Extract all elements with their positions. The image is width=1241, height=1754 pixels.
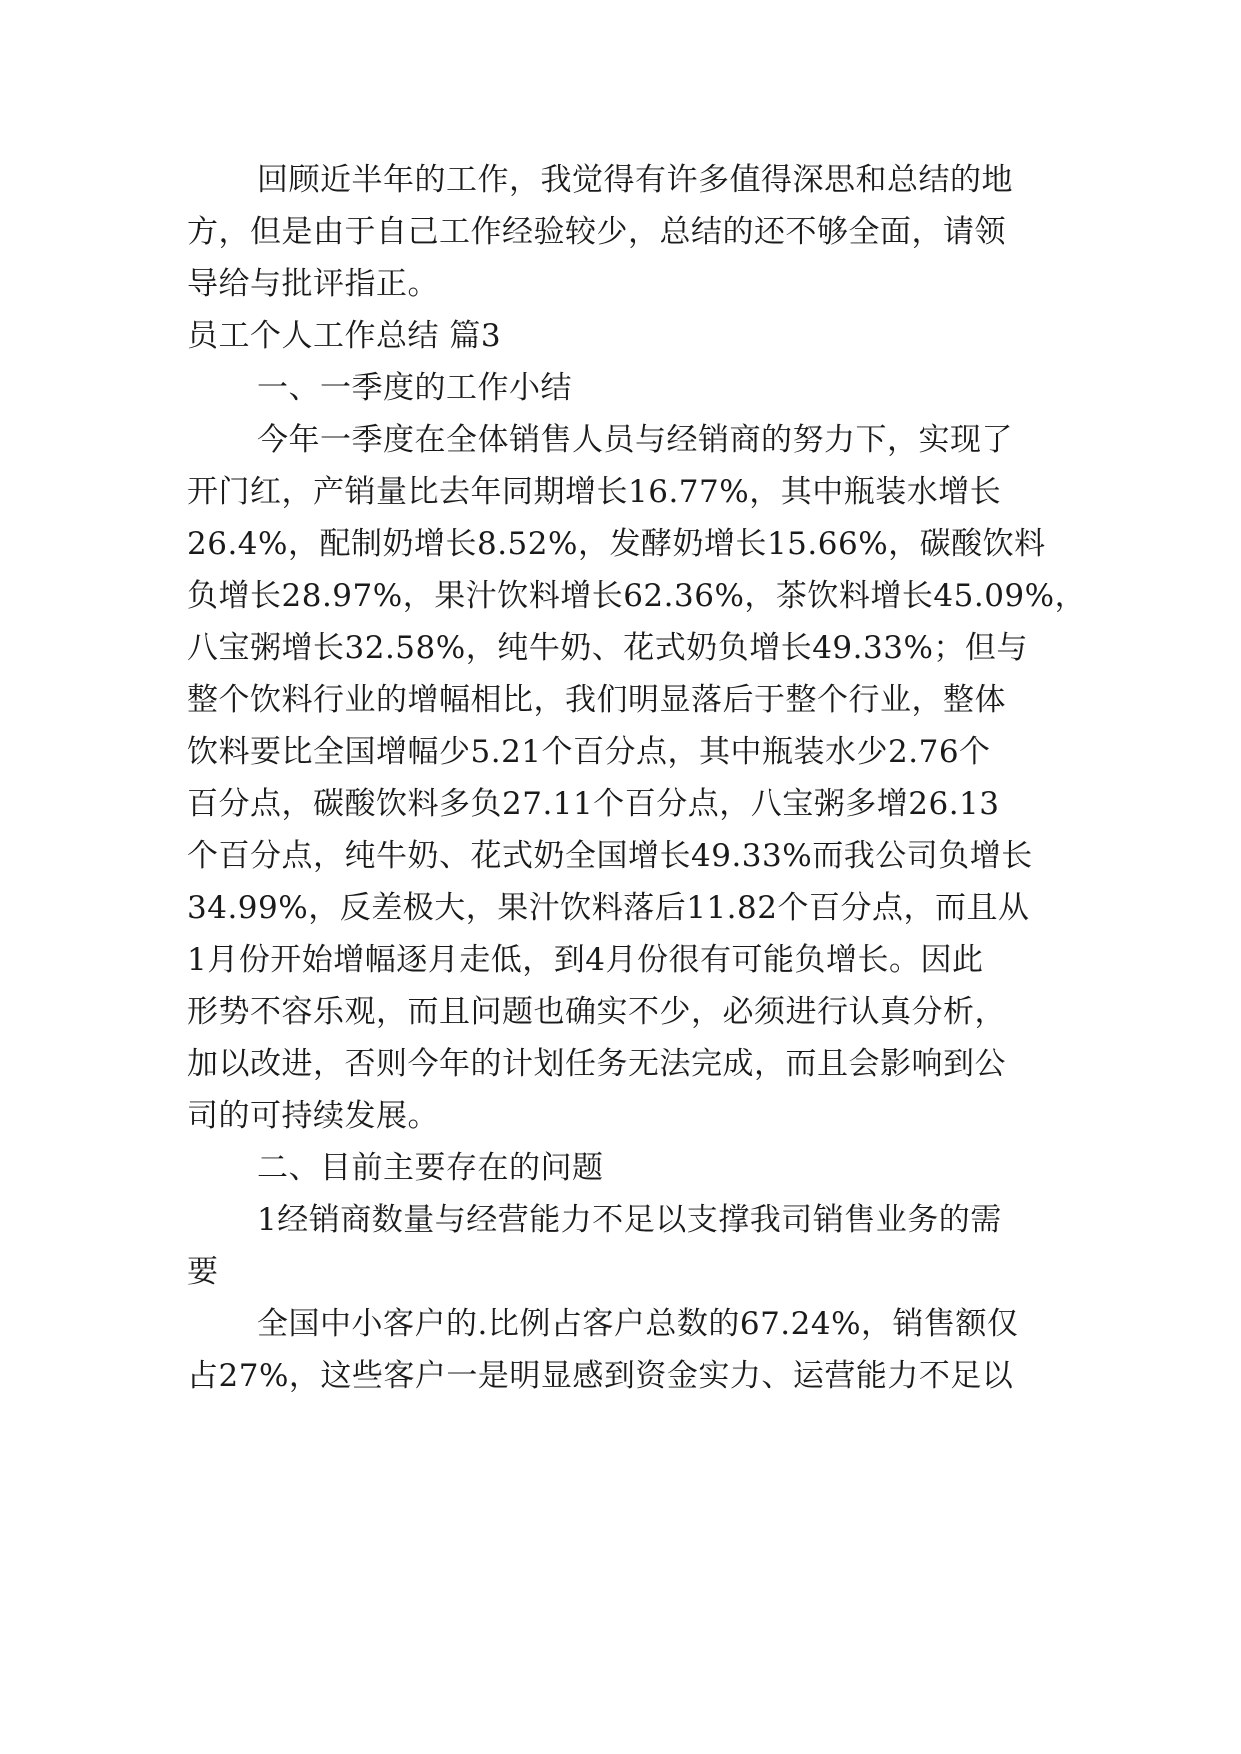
paragraph-line: 占27%，这些客户一是明显感到资金实力、运营能力不足以	[187, 1358, 1014, 1394]
paragraph-line: 整个饮料行业的增幅相比，我们明显落后于整个行业，整体	[187, 682, 1006, 718]
paragraph-line: 八宝粥增长32.58%，纯牛奶、花式奶负增长49.33%；但与	[187, 630, 1028, 666]
paragraph-line: 司的可持续发展。	[187, 1098, 439, 1134]
heading-one: 一、一季度的工作小结	[257, 370, 572, 406]
paragraph-line: 回顾近半年的工作，我觉得有许多值得深思和总结的地	[257, 162, 1013, 198]
paragraph-line: 要	[187, 1254, 219, 1290]
paragraph-line: 饮料要比全国增幅少5.21个百分点，其中瓶装水少2.76个	[187, 734, 991, 770]
paragraph-line: 加以改进，否则今年的计划任务无法完成，而且会影响到公	[187, 1046, 1006, 1082]
paragraph-line: 方，但是由于自己工作经验较少，总结的还不够全面，请领	[187, 214, 1006, 250]
paragraph-line: 全国中小客户的.比例占客户总数的67.24%，销售额仅	[257, 1306, 1019, 1342]
paragraph-line: 负增长28.97%，果汁饮料增长62.36%，茶饮料增长45.09%，	[187, 578, 1087, 614]
paragraph-line: 导给与批评指正。	[187, 266, 439, 302]
paragraph-line: 今年一季度在全体销售人员与经销商的努力下，实现了	[257, 422, 1013, 458]
paragraph-line: 34.99%，反差极大，果汁饮料落后11.82个百分点，而且从	[187, 890, 1030, 926]
paragraph-line: 个百分点，纯牛奶、花式奶全国增长49.33%而我公司负增长	[187, 838, 1033, 874]
paragraph-line: 百分点，碳酸饮料多负27.11个百分点，八宝粥多增26.13	[187, 786, 1000, 822]
paragraph-line: 1经销商数量与经营能力不足以支撑我司销售业务的需	[257, 1202, 1002, 1238]
paragraph-line: 形势不容乐观，而且问题也确实不少，必须进行认真分析，	[187, 994, 1006, 1030]
heading-two: 二、目前主要存在的问题	[257, 1150, 604, 1186]
paragraph-line: 1月份开始增幅逐月走低，到4月份很有可能负增长。因此	[187, 942, 984, 978]
paragraph-line: 26.4%，配制奶增长8.52%，发酵奶增长15.66%，碳酸饮料	[187, 526, 1046, 562]
section-title: 员工个人工作总结 篇3	[187, 318, 502, 354]
paragraph-line: 开门红，产销量比去年同期增长16.77%，其中瓶装水增长	[187, 474, 1002, 510]
